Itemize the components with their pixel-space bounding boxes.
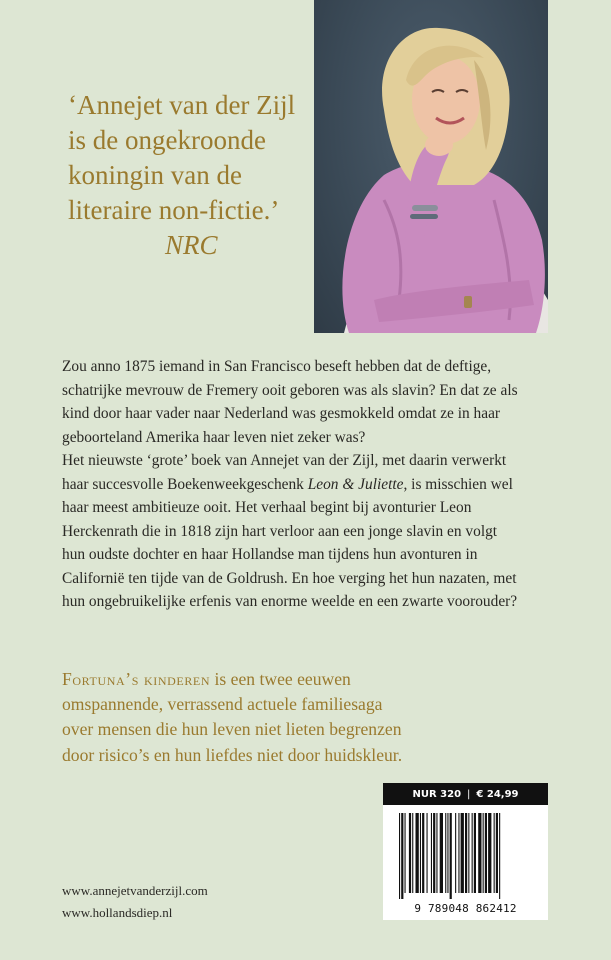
isbn-number: 9 789048 862412 [414, 902, 517, 915]
text-line: Herckenrath die in 1818 zijn hart verloor aan een jonge slavin en volgt [62, 522, 498, 540]
text-line: hun ongebruikelijke erfenis van enorme weelde en een zwarte voorouder? [62, 593, 518, 610]
barcode-bar [420, 813, 421, 893]
barcode-bar [422, 813, 424, 893]
text-line [62, 473, 550, 497]
barcode-bar [485, 813, 487, 893]
barcode-bar [401, 813, 403, 899]
book-title: Fortuna’s kinderen [62, 669, 211, 689]
barcode-icon [399, 813, 533, 899]
quote-line: is de ongekroonde [68, 125, 266, 155]
price: € 24,99 [476, 788, 519, 800]
text-fragment: is een twee eeuwen [210, 669, 351, 689]
barcode-bar [483, 813, 484, 893]
barcode-bar [433, 813, 435, 893]
barcode-bar [436, 813, 437, 893]
text-line: Het nieuwste ‘grote’ boek van Annejet van der Zijl, met daarin verwerkt [62, 452, 507, 469]
text-line: hun oudste dochter en haar Hollandse man tijdens hun avonturen in [62, 546, 478, 563]
tagline [62, 667, 550, 768]
text-line: Californië ten tijde van de Goldrush. En hoe verging het hun nazaten, met [62, 569, 517, 587]
tagline-line: door risico’s en hun liefdes niet door huidskleur. [62, 744, 403, 765]
text-line: Zou anno 1875 iemand in San Francisco beseft hebben dat de deftige, [62, 358, 492, 375]
barcode-bar [461, 813, 464, 893]
text-line: schatrijke mevrouw de Fremery ooit geboren was als slavin? En dat ze als [62, 381, 518, 399]
barcode-bar [440, 813, 443, 893]
publisher-website-link[interactable]: www.hollandsdiep.nl [62, 905, 173, 920]
barcode-bar [416, 813, 419, 893]
review-quote [68, 88, 318, 263]
barcode-bar [450, 813, 452, 899]
barcode-bar [427, 813, 428, 893]
tagline-line [62, 667, 550, 692]
barcode-bar [474, 813, 476, 893]
text-fragment: , is misschien wel [403, 475, 513, 493]
barcode-bar [431, 813, 432, 893]
barcode-bar [499, 813, 500, 899]
tagline-line: over mensen die hun leven niet lieten begrenzen [62, 719, 402, 740]
barcode-bar [478, 813, 481, 893]
text-line: geboorteland Amerika haar leven niet zeker was? [62, 428, 366, 446]
description-paragraph-2 [62, 449, 550, 614]
book-title-reference: Leon & Juliette [307, 475, 404, 493]
barcode-bar [447, 813, 448, 893]
quote-source: NRC [165, 230, 218, 260]
text-line: haar meest ambitieuze ooit. Het verhaal begint bij avonturier Leon [62, 499, 472, 516]
barcode-bar [465, 813, 467, 893]
barcode-bar [458, 813, 459, 893]
barcode-bar [496, 813, 498, 893]
barcode-bar [409, 813, 411, 893]
text-line: kind door haar vader naar Nederland was gesmokkeld omdat ze in haar [62, 405, 501, 422]
price-bar [383, 783, 548, 805]
separator: | [467, 788, 471, 800]
barcode-bar [468, 813, 469, 893]
barcode-block [383, 783, 548, 920]
quote-line: ‘Annejet van der Zijl [68, 90, 296, 120]
barcode-bar [445, 813, 446, 893]
barcode-bar [405, 813, 406, 893]
author-portrait-illustration [314, 0, 548, 333]
quote-line: koningin van de [68, 160, 242, 190]
barcode-bar [472, 813, 473, 893]
barcode-bar [494, 813, 495, 893]
tagline-line: omspannende, verrassend actuele familiesaga [62, 694, 383, 715]
website-links [62, 880, 208, 924]
barcode-bar [412, 813, 413, 893]
barcode-bar [488, 813, 491, 893]
author-website-link[interactable]: www.annejetvanderzijl.com [62, 883, 208, 898]
barcode-bar [399, 813, 400, 899]
barcode-bar [455, 813, 456, 893]
nur-code: NUR 320 [412, 788, 462, 800]
description-paragraph-1 [62, 355, 550, 449]
author-photo [314, 0, 548, 333]
quote-line: literaire non-fictie.’ [68, 195, 280, 225]
text-fragment: haar succesvolle Boekenweekgeschenk [62, 475, 308, 493]
